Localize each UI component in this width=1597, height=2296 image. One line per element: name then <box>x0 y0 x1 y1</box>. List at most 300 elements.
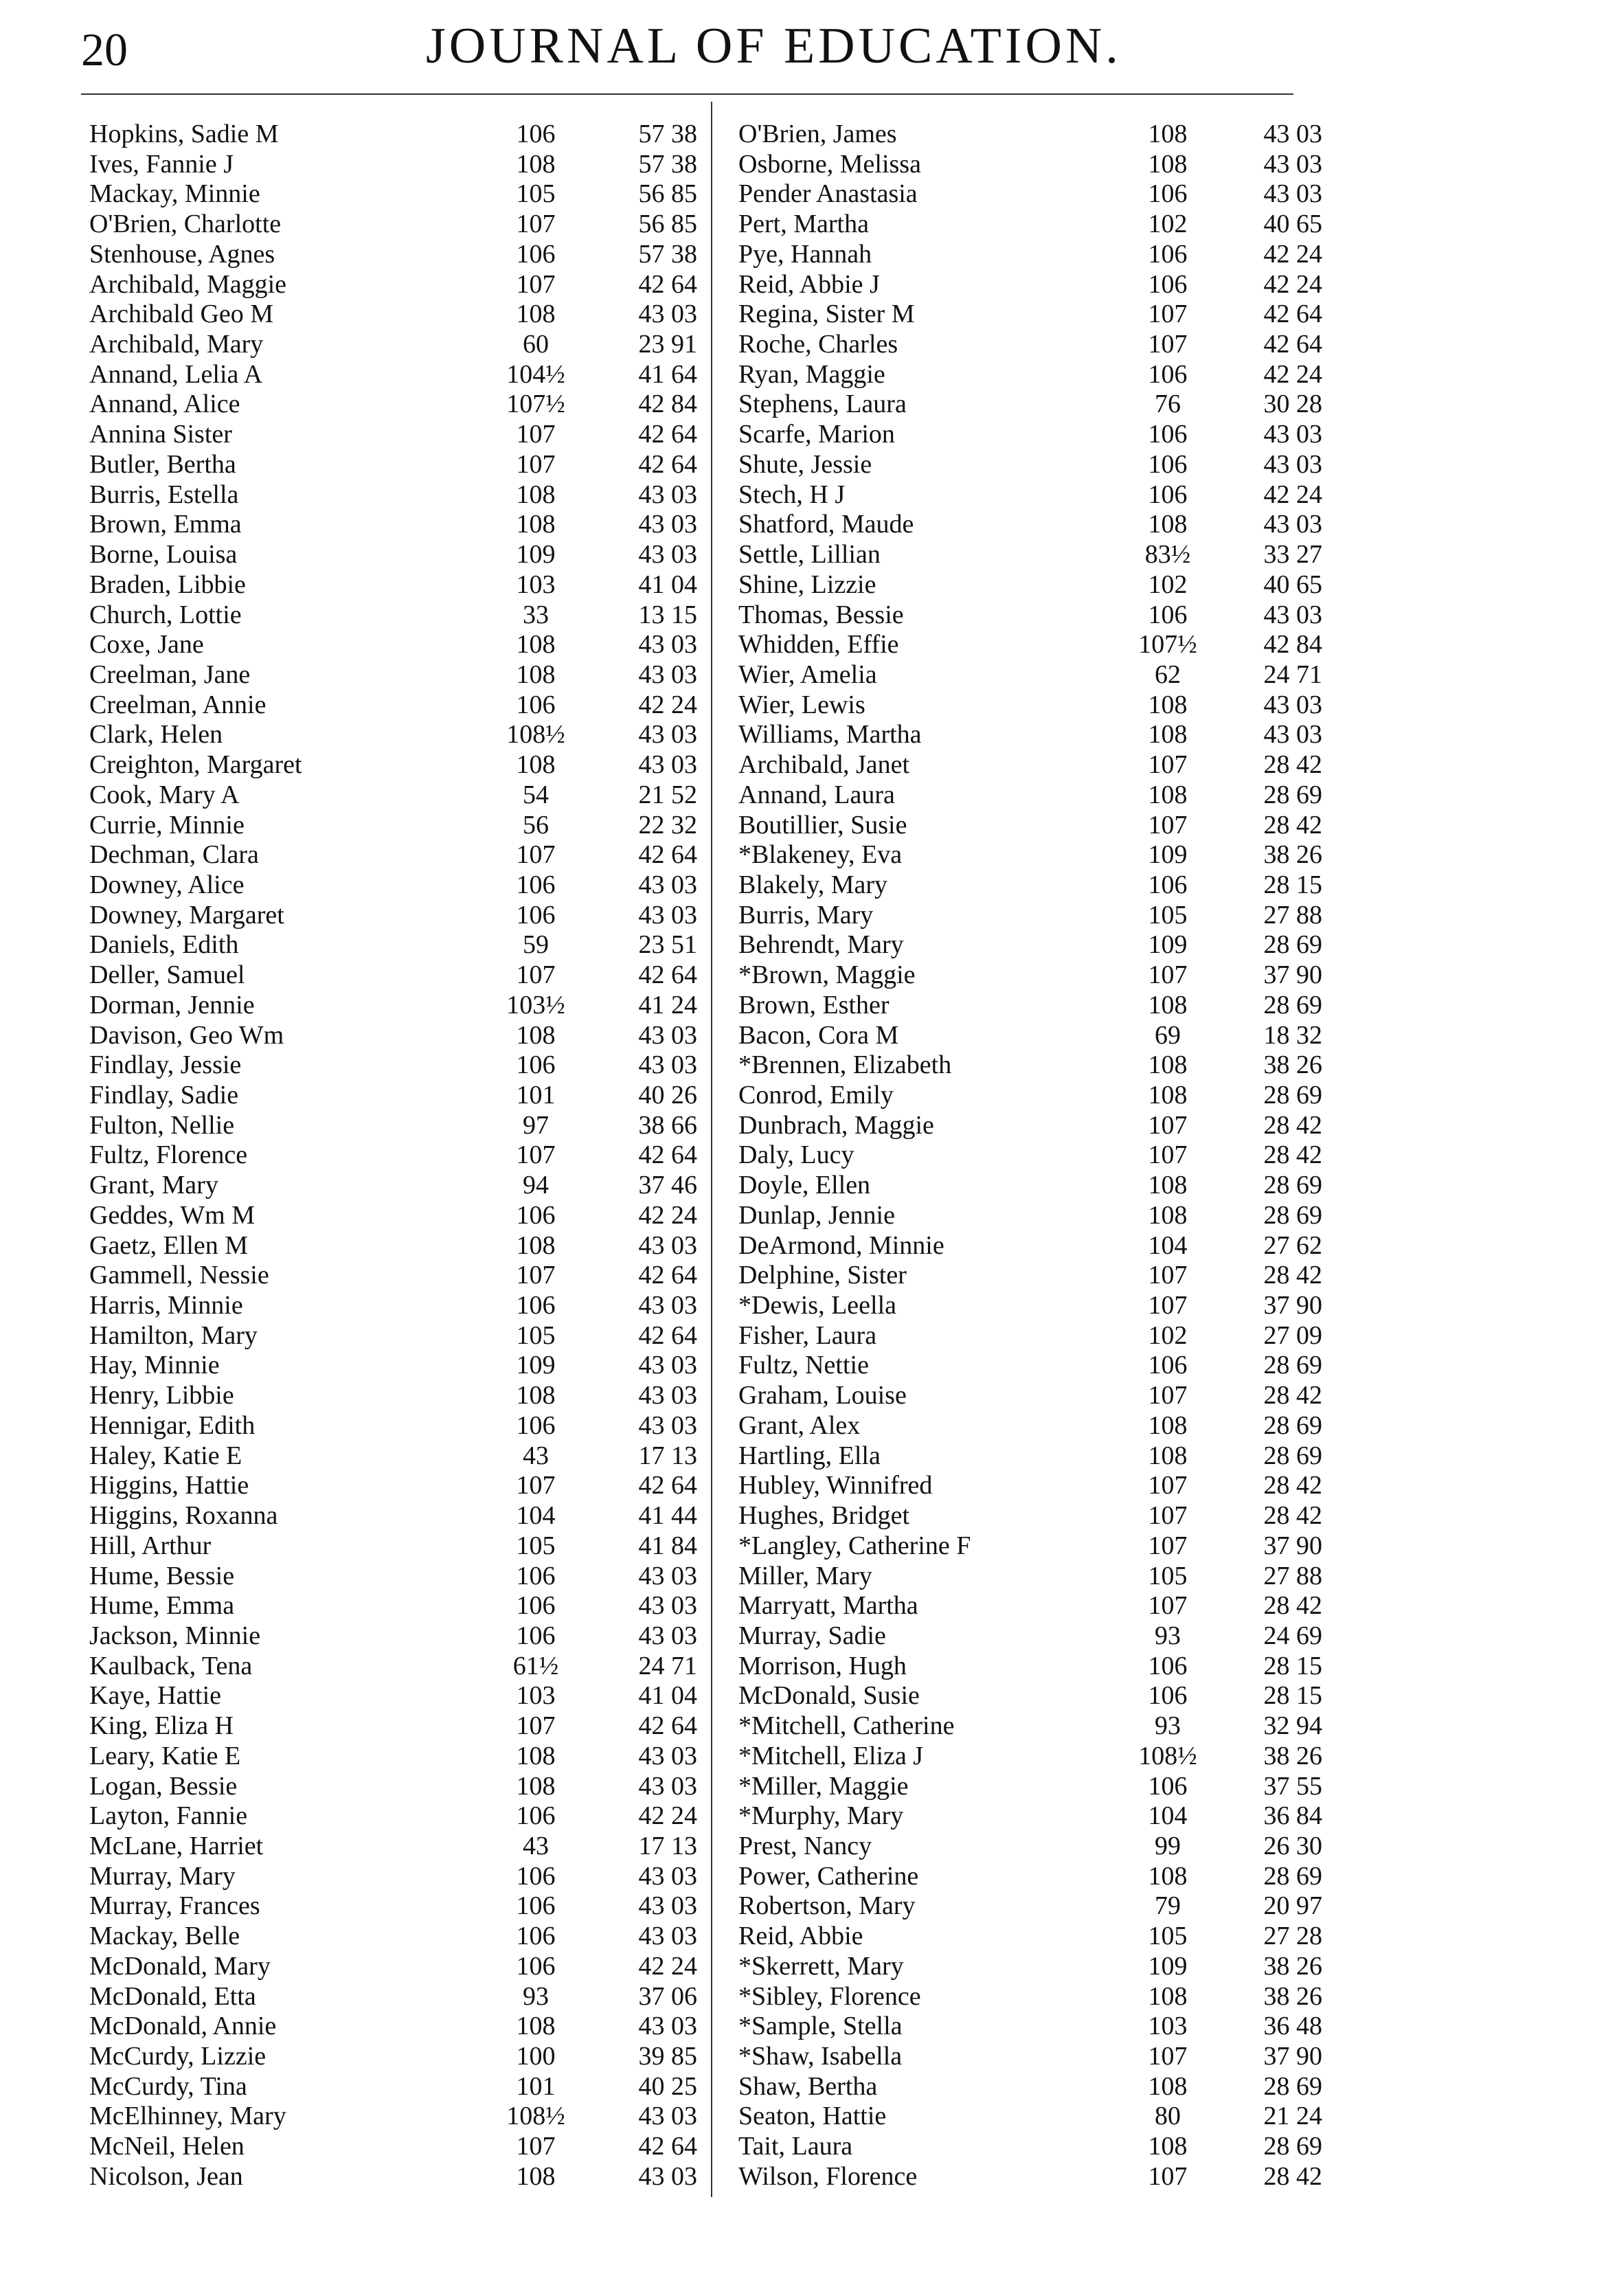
days-taught: 108 <box>1148 1441 1188 1470</box>
teacher-name: Henry, Libbie <box>89 1381 234 1410</box>
teacher-name: *Blakeney, Eva <box>738 840 903 870</box>
teacher-name: Coxe, Jane <box>89 630 204 660</box>
teacher-name: Regina, Sister M <box>738 300 915 329</box>
grant-amount: 28 69 <box>1263 2071 1322 2101</box>
grant-amount: 42 24 <box>1263 269 1322 299</box>
days-taught: 107 <box>516 1471 556 1500</box>
teacher-name: Murray, Frances <box>89 1891 260 1921</box>
teacher-name: *Sample, Stella <box>738 2012 903 2041</box>
grant-amount: 43 03 <box>638 480 697 509</box>
teacher-name: Conrod, Emily <box>738 1081 894 1110</box>
grant-amount: 43 03 <box>1263 510 1322 539</box>
grant-amount: 57 38 <box>638 149 697 179</box>
days-taught: 106 <box>516 239 556 269</box>
teacher-name: Grant, Mary <box>89 1171 218 1200</box>
teacher-name: *Murphy, Mary <box>738 1801 904 1831</box>
teacher-name: Layton, Fannie <box>89 1801 248 1831</box>
teacher-name: Burris, Estella <box>89 480 239 509</box>
days-taught: 108 <box>516 300 556 329</box>
teacher-name: *Mitchell, Eliza J <box>738 1741 924 1770</box>
grant-amount: 43 03 <box>1263 149 1322 179</box>
teacher-name: Annand, Alice <box>89 390 240 419</box>
days-taught: 108½ <box>1138 1741 1197 1770</box>
days-taught: 108 <box>1148 1861 1188 1891</box>
grant-amount: 27 28 <box>1263 1922 1322 1951</box>
teacher-name: McElhinney, Mary <box>89 2102 286 2131</box>
days-taught: 108 <box>516 2161 556 2191</box>
grant-amount: 37 55 <box>1263 1771 1322 1801</box>
teacher-name: Higgins, Hattie <box>89 1471 249 1500</box>
teacher-name: Wilson, Florence <box>738 2161 918 2191</box>
days-taught: 79 <box>1155 1891 1181 1921</box>
grant-amount: 43 03 <box>638 1591 697 1621</box>
teacher-name: McLane, Harriet <box>89 1831 264 1860</box>
teacher-name: Pender Anastasia <box>738 179 918 209</box>
teacher-name: Brown, Emma <box>89 510 242 539</box>
grant-amount: 43 03 <box>1263 420 1322 449</box>
days-taught: 105 <box>516 1531 556 1560</box>
teacher-name: Hubley, Winnifred <box>738 1471 933 1500</box>
teacher-name: Shute, Jessie <box>738 449 872 479</box>
grant-amount: 28 69 <box>1263 990 1322 1020</box>
teacher-name: Whidden, Effie <box>738 630 899 660</box>
days-taught: 106 <box>516 1801 556 1831</box>
days-taught: 94 <box>523 1171 549 1200</box>
grant-amount: 28 42 <box>1263 810 1322 840</box>
grant-amount: 36 48 <box>1263 2012 1322 2041</box>
page-title: JOURNAL OF EDUCATION. <box>426 18 1122 74</box>
teacher-name: Delphine, Sister <box>738 1261 907 1290</box>
grant-amount: 37 90 <box>1263 1531 1322 1560</box>
teacher-name: Hume, Emma <box>89 1591 235 1621</box>
days-taught: 43 <box>523 1831 549 1860</box>
teacher-name: Church, Lottie <box>89 600 242 629</box>
teacher-name: Hughes, Bridget <box>738 1501 910 1531</box>
days-taught: 107 <box>1148 330 1188 359</box>
teacher-name: *Brown, Maggie <box>738 960 916 990</box>
days-taught: 102 <box>1148 570 1188 599</box>
grant-amount: 42 84 <box>638 390 697 419</box>
days-taught: 109 <box>516 540 556 570</box>
days-taught: 107 <box>1148 1140 1188 1170</box>
days-taught: 108 <box>516 149 556 179</box>
grant-amount: 28 15 <box>1263 1681 1322 1711</box>
grant-amount: 17 13 <box>638 1441 697 1470</box>
teacher-name: McDonald, Mary <box>89 1951 271 1981</box>
days-taught: 106 <box>516 1050 556 1080</box>
teacher-name: Thomas, Bessie <box>738 600 904 629</box>
grant-amount: 43 03 <box>638 1050 697 1080</box>
grant-amount: 21 24 <box>1263 2102 1322 2131</box>
days-taught: 107 <box>1148 1471 1188 1500</box>
days-taught: 107 <box>1148 1261 1188 1290</box>
teacher-name: Archibald Geo M <box>89 300 274 329</box>
grant-amount: 56 85 <box>638 179 697 209</box>
teacher-name: King, Eliza H <box>89 1711 234 1741</box>
teacher-name: Findlay, Sadie <box>89 1081 239 1110</box>
grant-amount: 40 65 <box>1263 570 1322 599</box>
teacher-name: Gaetz, Ellen M <box>89 1230 249 1260</box>
teacher-name: Bacon, Cora M <box>738 1020 899 1050</box>
days-taught: 106 <box>516 1561 556 1590</box>
days-taught: 108 <box>516 630 556 660</box>
column-divider <box>711 102 712 2197</box>
grant-amount: 43 03 <box>638 2012 697 2041</box>
grant-amount: 28 69 <box>1263 930 1322 960</box>
teacher-name: Marryatt, Martha <box>738 1591 918 1621</box>
teacher-name: Fisher, Laura <box>738 1320 877 1350</box>
grant-amount: 28 42 <box>1263 1110 1322 1140</box>
grant-amount: 43 03 <box>638 750 697 780</box>
teacher-name: Fultz, Nettie <box>738 1351 869 1380</box>
grant-amount: 41 24 <box>638 990 697 1020</box>
days-taught: 106 <box>1148 1651 1188 1680</box>
teacher-name: Gammell, Nessie <box>89 1261 269 1290</box>
grant-amount: 42 64 <box>638 960 697 990</box>
teacher-name: Logan, Bessie <box>89 1771 238 1801</box>
teacher-name: Hill, Arthur <box>89 1531 212 1560</box>
grant-amount: 28 69 <box>1263 1861 1322 1891</box>
grant-amount: 43 03 <box>1263 449 1322 479</box>
teacher-name: Blakely, Mary <box>738 870 888 899</box>
teacher-name: McCurdy, Tina <box>89 2071 247 2101</box>
grant-amount: 28 42 <box>1263 1381 1322 1410</box>
days-taught: 104 <box>516 1501 556 1531</box>
teacher-name: Annina Sister <box>89 420 232 449</box>
days-taught: 107 <box>1148 1291 1188 1320</box>
grant-amount: 42 64 <box>638 1711 697 1741</box>
teacher-name: *Miller, Maggie <box>738 1771 909 1801</box>
grant-amount: 33 27 <box>1263 540 1322 570</box>
grant-amount: 30 28 <box>1263 390 1322 419</box>
days-taught: 106 <box>1148 449 1188 479</box>
teacher-name: Shatford, Maude <box>738 510 914 539</box>
teacher-name: Findlay, Jessie <box>89 1050 242 1080</box>
grant-amount: 28 69 <box>1263 1081 1322 1110</box>
days-taught: 104 <box>1148 1230 1188 1260</box>
teacher-name: Robertson, Mary <box>738 1891 916 1921</box>
grant-amount: 38 26 <box>1263 1741 1322 1770</box>
days-taught: 106 <box>1148 359 1188 389</box>
teacher-name: Dechman, Clara <box>89 840 259 870</box>
grant-amount: 24 69 <box>1263 1621 1322 1650</box>
teacher-name: DeArmond, Minnie <box>738 1230 944 1260</box>
days-taught: 107 <box>516 840 556 870</box>
days-taught: 107 <box>1148 1501 1188 1531</box>
days-taught: 106 <box>1148 239 1188 269</box>
grant-amount: 28 69 <box>1263 1351 1322 1380</box>
days-taught: 108 <box>1148 780 1188 809</box>
grant-amount: 42 24 <box>638 1200 697 1230</box>
grant-amount: 43 03 <box>638 630 697 660</box>
days-taught: 108 <box>1148 120 1188 148</box>
days-taught: 106 <box>516 1891 556 1921</box>
grant-amount: 57 38 <box>638 239 697 269</box>
days-taught: 97 <box>523 1110 549 1140</box>
grant-amount: 37 06 <box>638 1981 697 2011</box>
days-taught: 104 <box>1148 1801 1188 1831</box>
days-taught: 108 <box>1148 720 1188 750</box>
days-taught: 93 <box>523 1981 549 2011</box>
teacher-name: Geddes, Wm M <box>89 1200 255 1230</box>
grant-amount: 43 03 <box>638 1741 697 1770</box>
grant-amount: 42 64 <box>1263 300 1322 329</box>
days-taught: 69 <box>1155 1020 1181 1050</box>
grant-amount: 28 69 <box>1263 1200 1322 1230</box>
grant-amount: 38 26 <box>1263 1050 1322 1080</box>
teacher-name: Scarfe, Marion <box>738 420 895 449</box>
days-taught: 106 <box>516 1922 556 1951</box>
grant-amount: 37 90 <box>1263 2042 1322 2071</box>
teacher-name: Hay, Minnie <box>89 1351 220 1380</box>
teacher-name: Graham, Louise <box>738 1381 907 1410</box>
days-taught: 62 <box>1155 660 1181 689</box>
grant-amount: 41 04 <box>638 1681 697 1711</box>
grant-amount: 42 64 <box>638 420 697 449</box>
grant-amount: 18 32 <box>1263 1020 1322 1050</box>
grant-amount: 42 84 <box>1263 630 1322 660</box>
grant-amount: 42 24 <box>1263 480 1322 509</box>
grant-amount: 42 64 <box>638 269 697 299</box>
grant-amount: 28 69 <box>1263 1171 1322 1200</box>
teacher-name: Stephens, Laura <box>738 390 907 419</box>
teacher-name: McCurdy, Lizzie <box>89 2042 267 2071</box>
grant-amount: 28 15 <box>1263 870 1322 899</box>
grant-amount: 27 62 <box>1263 1230 1322 1260</box>
teacher-name: Brown, Esther <box>738 990 890 1020</box>
teacher-name: Borne, Louisa <box>89 540 238 570</box>
teacher-name: Hartling, Ella <box>738 1441 881 1470</box>
grant-amount: 43 03 <box>638 900 697 930</box>
teacher-name: *Skerrett, Mary <box>738 1951 904 1981</box>
days-taught: 108½ <box>506 720 565 750</box>
days-taught: 107 <box>1148 1591 1188 1621</box>
teacher-name: Mackay, Belle <box>89 1922 240 1951</box>
days-taught: 107 <box>1148 960 1188 990</box>
teacher-name: Morrison, Hugh <box>738 1651 907 1680</box>
teacher-name: Grant, Alex <box>738 1410 861 1440</box>
days-taught: 108 <box>1148 510 1188 539</box>
teacher-name: Ives, Fannie J <box>89 149 234 179</box>
days-taught: 106 <box>1148 179 1188 209</box>
teacher-name: Pert, Martha <box>738 210 869 239</box>
grant-amount: 43 03 <box>638 1891 697 1921</box>
grant-amount: 43 03 <box>1263 179 1322 209</box>
teacher-name: Ryan, Maggie <box>738 359 885 389</box>
grant-amount: 42 24 <box>638 1951 697 1981</box>
teacher-name: *Langley, Catherine F <box>738 1531 971 1560</box>
days-taught: 107 <box>516 1261 556 1290</box>
days-taught: 108 <box>1148 1050 1188 1080</box>
grant-amount: 28 42 <box>1263 2161 1322 2191</box>
days-taught: 108 <box>1148 2132 1188 2161</box>
grant-amount: 37 90 <box>1263 960 1322 990</box>
days-taught: 106 <box>1148 269 1188 299</box>
teacher-name: Dunbrach, Maggie <box>738 1110 934 1140</box>
teacher-name: Dunlap, Jennie <box>738 1200 895 1230</box>
days-taught: 107½ <box>506 390 565 419</box>
days-taught: 106 <box>1148 480 1188 509</box>
days-taught: 76 <box>1155 390 1181 419</box>
grant-amount: 40 25 <box>638 2071 697 2101</box>
teacher-name: Daly, Lucy <box>738 1140 854 1170</box>
teacher-name: Cook, Mary A <box>89 780 240 809</box>
days-taught: 107½ <box>1138 630 1197 660</box>
days-taught: 106 <box>516 1410 556 1440</box>
days-taught: 108 <box>516 1771 556 1801</box>
days-taught: 108 <box>1148 990 1188 1020</box>
days-taught: 106 <box>516 690 556 719</box>
days-taught: 106 <box>516 1861 556 1891</box>
grant-amount: 42 64 <box>638 449 697 479</box>
grant-amount: 43 03 <box>638 870 697 899</box>
grant-amount: 43 03 <box>638 2161 697 2191</box>
grant-amount: 32 94 <box>1263 1711 1322 1741</box>
days-taught: 105 <box>1148 1922 1188 1951</box>
days-taught: 106 <box>1148 870 1188 899</box>
days-taught: 108 <box>1148 149 1188 179</box>
teacher-name: *Shaw, Isabella <box>738 2042 903 2071</box>
grant-amount: 28 15 <box>1263 1651 1322 1680</box>
days-taught: 104½ <box>506 359 565 389</box>
teacher-name: Daniels, Edith <box>89 930 239 960</box>
teacher-name: McNeil, Helen <box>89 2132 245 2161</box>
grant-amount: 43 03 <box>1263 720 1322 750</box>
grant-amount: 13 15 <box>638 600 697 629</box>
days-taught: 61½ <box>512 1651 559 1680</box>
grant-amount: 28 42 <box>1263 1261 1322 1290</box>
days-taught: 33 <box>523 600 549 629</box>
teacher-name: Miller, Mary <box>738 1561 872 1590</box>
grant-amount: 27 88 <box>1263 1561 1322 1590</box>
grant-amount: 42 24 <box>1263 239 1322 269</box>
teacher-name: Shine, Lizzie <box>738 570 876 599</box>
days-taught: 105 <box>516 1320 556 1350</box>
grant-amount: 42 64 <box>638 2132 697 2161</box>
days-taught: 105 <box>1148 900 1188 930</box>
days-taught: 108 <box>516 660 556 689</box>
teacher-name: Osborne, Melissa <box>738 149 921 179</box>
days-taught: 108 <box>1148 2071 1188 2101</box>
days-taught: 101 <box>516 1081 556 1110</box>
days-taught: 107 <box>1148 2042 1188 2071</box>
grant-amount: 43 03 <box>638 2102 697 2131</box>
grant-amount: 38 26 <box>1263 1951 1322 1981</box>
teacher-name: Seaton, Hattie <box>738 2102 887 2131</box>
grant-amount: 41 84 <box>638 1531 697 1560</box>
grant-amount: 42 64 <box>638 1471 697 1500</box>
teacher-name: Reid, Abbie <box>738 1922 863 1951</box>
teacher-name: *Sibley, Florence <box>738 1981 921 2011</box>
grant-amount: 43 03 <box>1263 120 1322 148</box>
days-taught: 107 <box>516 1711 556 1741</box>
teacher-name: Creighton, Margaret <box>89 750 302 780</box>
teacher-name: Hamilton, Mary <box>89 1320 258 1350</box>
grant-amount: 43 03 <box>638 1410 697 1440</box>
days-taught: 108 <box>516 1230 556 1260</box>
days-taught: 108 <box>1148 1081 1188 1110</box>
teacher-name: Deller, Samuel <box>89 960 245 990</box>
grant-amount: 43 03 <box>638 1291 697 1320</box>
grant-amount: 28 69 <box>1263 1441 1322 1470</box>
days-taught: 107 <box>516 960 556 990</box>
teacher-name: Roche, Charles <box>738 330 898 359</box>
days-taught: 106 <box>1148 420 1188 449</box>
teacher-name: *Mitchell, Catherine <box>738 1711 955 1741</box>
grant-amount: 43 03 <box>1263 600 1322 629</box>
days-taught: 106 <box>516 870 556 899</box>
grant-amount: 37 90 <box>1263 1291 1322 1320</box>
grant-amount: 26 30 <box>1263 1831 1322 1860</box>
grant-amount: 43 03 <box>1263 690 1322 719</box>
grant-amount: 43 03 <box>638 1922 697 1951</box>
grant-amount: 42 64 <box>638 1320 697 1350</box>
page-number: 20 <box>81 23 128 76</box>
days-taught: 106 <box>1148 1351 1188 1380</box>
teacher-name: Settle, Lillian <box>738 540 881 570</box>
grant-amount: 43 03 <box>638 1861 697 1891</box>
teacher-name: Power, Catherine <box>738 1861 919 1891</box>
days-taught: 108 <box>516 2012 556 2041</box>
days-taught: 101 <box>516 2071 556 2101</box>
teacher-name: Creelman, Jane <box>89 660 251 689</box>
teacher-name: Nicolson, Jean <box>89 2161 243 2191</box>
teacher-name: Jackson, Minnie <box>89 1621 261 1650</box>
teacher-name: Behrendt, Mary <box>738 930 904 960</box>
days-taught: 107 <box>516 269 556 299</box>
grant-amount: 24 71 <box>638 1651 697 1680</box>
days-taught: 106 <box>516 900 556 930</box>
days-taught: 43 <box>523 1441 549 1470</box>
grant-amount: 28 69 <box>1263 1410 1322 1440</box>
days-taught: 106 <box>516 1621 556 1650</box>
teacher-name: Archibald, Maggie <box>89 269 287 299</box>
days-taught: 80 <box>1155 2102 1181 2131</box>
grant-amount: 39 85 <box>638 2042 697 2071</box>
teacher-name: McDonald, Annie <box>89 2012 277 2041</box>
days-taught: 109 <box>1148 930 1188 960</box>
teacher-name: Archibald, Janet <box>738 750 910 780</box>
grant-amount: 43 03 <box>638 1230 697 1260</box>
days-taught: 108 <box>516 1020 556 1050</box>
days-taught: 102 <box>1148 210 1188 239</box>
days-taught: 59 <box>523 930 549 960</box>
teacher-name: Stenhouse, Agnes <box>89 239 275 269</box>
days-taught: 108 <box>1148 1981 1188 2011</box>
grant-amount: 56 85 <box>638 210 697 239</box>
days-taught: 108 <box>1148 1410 1188 1440</box>
grant-amount: 42 64 <box>638 840 697 870</box>
grant-amount: 36 84 <box>1263 1801 1322 1831</box>
grant-amount: 43 03 <box>638 1020 697 1050</box>
days-taught: 107 <box>516 2132 556 2161</box>
grant-amount: 57 38 <box>638 120 697 148</box>
days-taught: 109 <box>516 1351 556 1380</box>
teacher-name: Annand, Lelia A <box>89 359 263 389</box>
days-taught: 106 <box>516 1200 556 1230</box>
days-taught: 107 <box>1148 1531 1188 1560</box>
days-taught: 105 <box>516 179 556 209</box>
days-taught: 60 <box>523 330 549 359</box>
days-taught: 93 <box>1155 1711 1181 1741</box>
days-taught: 106 <box>1148 1771 1188 1801</box>
teacher-name: Boutillier, Susie <box>738 810 907 840</box>
teacher-name: Fultz, Florence <box>89 1140 248 1170</box>
teacher-name: Butler, Bertha <box>89 449 236 479</box>
grant-amount: 21 52 <box>638 780 697 809</box>
grant-amount: 40 65 <box>1263 210 1322 239</box>
grant-amount: 42 64 <box>1263 330 1322 359</box>
